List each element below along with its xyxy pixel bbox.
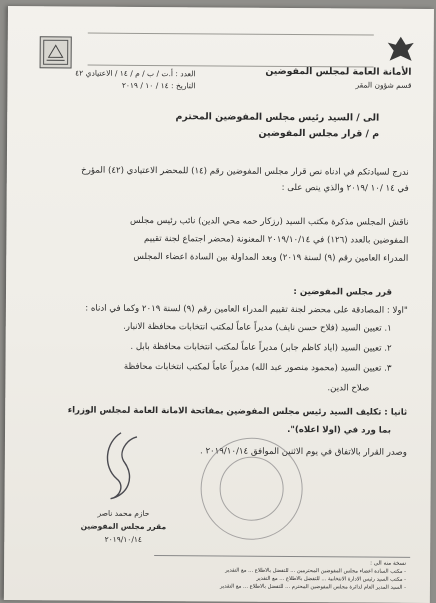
discussion-line-3: المدراء العامين رقم (٩) لسنة ٢٠١٩) وبعد المداولة بين السادة اعضاء المجلس xyxy=(34,248,408,267)
decision-item-1-3: ٣. تعيين السيد (محمود منصور عبد الله) مديراً عاماً لمكتب انتخابات محافظة xyxy=(33,358,391,376)
document-page xyxy=(4,6,434,603)
department-name: قسم شؤون المقر xyxy=(251,80,411,90)
signatory-name: حازم محمد ناصر xyxy=(68,508,178,518)
intro-line-1: ندرج لسيادتكم في ادناه نص قرار مجلس المفوضين رقم (١٤) للمحضر الاعتيادي (٤٢) المؤرخ xyxy=(35,162,409,181)
reference-number: العدد : أ.ت / ب / م / ١٤ / الاعتيادي ٤٢ xyxy=(46,68,196,78)
copy-heading: نسخة منه الى : xyxy=(146,559,406,567)
decision-item-1-1: ١. تعيين السيد (فلاح حسن نايف) مديراً عاماً لمكتب انتخابات محافظة الانبار. xyxy=(34,318,392,336)
footer-divider xyxy=(154,555,410,558)
org-name: الأمانة العامة لمجلس المفوضين xyxy=(252,66,412,78)
emblem-logo-left xyxy=(40,36,72,68)
discussion-line-2: المفوضين بالعدد (١٢٦) في ٢٠١٩/١٠/١٤ المعنونة (محضر اجتماع لجنة تقييم xyxy=(34,230,408,249)
intro-line-2: في ١٤ /١٠ /٢٠١٩ والذي ينص على : xyxy=(35,178,409,197)
decision-item-2-cont: بما ورد في (اولا اعلاه)". xyxy=(91,421,391,439)
decision-item-2: ثانيا : تكليف السيد رئيس مجلس المفوضين بمفاتحة الامانة العامة لمجلس الوزراء xyxy=(33,402,407,421)
decision-item-1-2: ٢. تعيين السيد (اياد كاظم جابر) مديراً عاماً لمكتب انتخابات محافظة بابل . xyxy=(34,338,392,356)
copy-line-2: - مكتب السيد رئيس الادارة الانتخابية ... للتفضل بالاطلاع ... مع التقدير xyxy=(136,575,406,583)
decision-item-1-3-cont: صلاح الدين. xyxy=(169,379,369,396)
official-stamp-icon xyxy=(200,437,303,540)
discussion-line-1: ناقش المجلس مذكرة مكتب السيد (رزكار حمه محي الدين) نائب رئيس مجلس xyxy=(34,212,408,231)
decision-heading: قرر مجلس المفوضين : xyxy=(192,283,392,300)
handwritten-signature-icon xyxy=(91,427,152,507)
header-band xyxy=(88,29,374,71)
eagle-emblem-icon xyxy=(384,33,414,63)
signatory-title: مقرر مجلس المفوضين xyxy=(68,521,178,531)
reference-date: التاريخ : ١٤ / ١٠ / ٢٠١٩ xyxy=(45,80,195,90)
addressee-line: الى / السيد رئيس مجلس المفوضين المحترم xyxy=(79,111,379,124)
closing-line: وصدر القرار بالاتفاق في يوم الاثنين الموافق ٢٠١٩/١٠/١٤ . xyxy=(33,442,407,461)
subject-line: م / قرار مجلس المفوضين xyxy=(79,126,379,139)
decision-item-1: "اولا : المصادقة على محضر لجنة تقييم المدراء العامين رقم (٩) لسنة ٢٠١٩ وكما في ادناه : xyxy=(34,300,408,319)
signature-date: ٢٠١٩/١٠/١٤ xyxy=(68,534,178,544)
copy-line-3: - السيد المدير العام لدائرة مجلس المفوضين المحترم ... للتفضل بالاطلاع ... مع التقدير xyxy=(136,583,406,591)
copy-line-1: - مكتب السادة اعضاء مجلس المفوضين المحترمين ... للتفضل بالاطلاع ... مع التقدير xyxy=(136,567,406,575)
